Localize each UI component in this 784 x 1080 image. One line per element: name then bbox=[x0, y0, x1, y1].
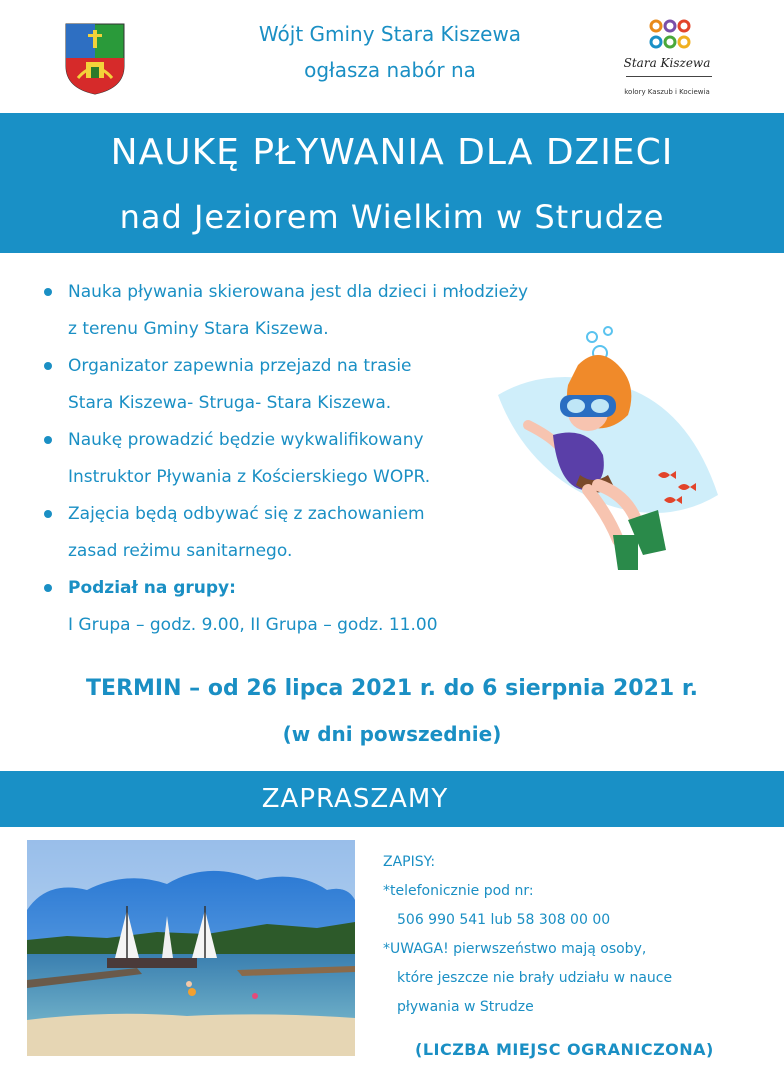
signup-info bbox=[383, 848, 773, 1022]
bullet-line: Organizator zapewnia przejazd na trasie bbox=[68, 356, 412, 376]
termin-dates: TERMIN – od 26 lipca 2021 r. do 6 sierpnia 2021 r. bbox=[86, 676, 698, 701]
logo-subtitle: kolory Kaszub i Kociewia bbox=[624, 88, 710, 96]
invite-text: ZAPRASZAMY bbox=[261, 784, 449, 814]
bullet-line: I Grupa – godz. 9.00, II Grupa – godz. 11.00 bbox=[68, 615, 438, 635]
signup-heading: ZAPISY: bbox=[383, 854, 436, 870]
intro-line-2: ogłasza nabór na bbox=[304, 58, 476, 82]
signup-phone-numbers: 506 990 541 lub 58 308 00 00 bbox=[397, 912, 611, 928]
bullet-line: Stara Kiszewa- Struga- Stara Kiszewa. bbox=[68, 393, 392, 413]
stara-kiszewa-logo bbox=[612, 18, 722, 98]
termin-note: (w dni powszednie) bbox=[282, 722, 502, 746]
bullet-line: Instruktor Pływania z Kościerskiego WOPR. bbox=[68, 467, 431, 487]
bullet-line: zasad reżimu sanitarnego. bbox=[68, 541, 293, 561]
signup-note-line-3: pływania w Strudze bbox=[397, 999, 534, 1015]
bullet-line: Podział na grupy: bbox=[68, 578, 236, 598]
bullet-line: Nauka pływania skierowana jest dla dzieci i młodzieży bbox=[68, 282, 529, 302]
logo-flower-icon bbox=[612, 18, 722, 54]
title-sub: nad Jeziorem Wielkim w Strudze bbox=[119, 198, 665, 236]
signup-phone-label: *telefonicznie pod nr: bbox=[383, 883, 534, 899]
logo-divider bbox=[626, 76, 712, 77]
logo-title: Stara Kiszewa bbox=[623, 56, 711, 70]
signup-note-line-2: które jeszcze nie brały udziału w nauce bbox=[397, 970, 673, 986]
swimming-child-illustration bbox=[488, 325, 728, 575]
signup-note-line-1: *UWAGA! pierwszeństwo mają osoby, bbox=[383, 941, 647, 957]
lake-photo bbox=[27, 840, 355, 1056]
title-main: NAUKĘ PŁYWANIA DLA DZIECI bbox=[110, 132, 674, 173]
bullet-line: z terenu Gminy Stara Kiszewa. bbox=[68, 319, 329, 339]
gmina-crest-icon bbox=[64, 22, 126, 96]
limited-places-note: (LICZBA MIEJSC OGRANICZONA) bbox=[415, 1040, 714, 1059]
intro-line-1: Wójt Gminy Stara Kiszewa bbox=[258, 22, 522, 46]
bullet-line: Naukę prowadzić będzie wykwalifikowany bbox=[68, 430, 424, 450]
bullet-line: Zajęcia będą odbywać się z zachowaniem bbox=[68, 504, 425, 524]
list-item bbox=[42, 570, 602, 644]
